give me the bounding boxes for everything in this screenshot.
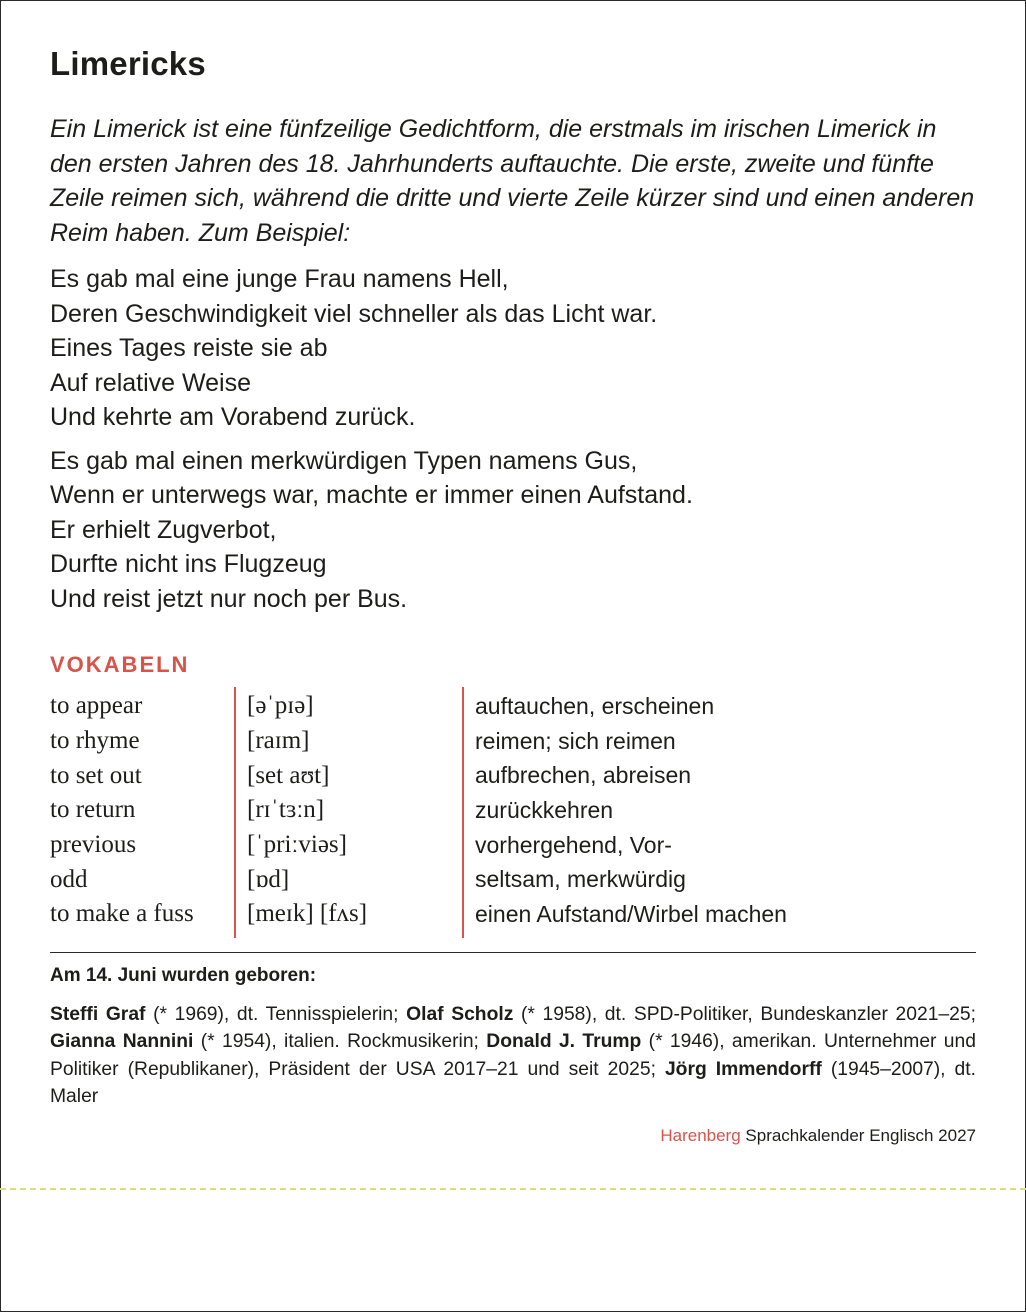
birthday-desc: (* 1954), italien. Rockmusikerin;	[193, 1031, 487, 1053]
publisher-title: Sprachkalender Englisch 2027	[740, 1126, 976, 1145]
vocab-row	[50, 689, 976, 724]
birthday-name: Donald J. Trump	[486, 1031, 642, 1053]
vocab-german: einen Aufstand/Wirbel machen	[475, 900, 787, 927]
vocab-pronunciation: [əˈpɪə]	[247, 692, 314, 720]
vocab-row	[50, 862, 976, 897]
vocab-german: zurückkehren	[475, 796, 614, 823]
birthday-name: Olaf Scholz	[406, 1003, 514, 1025]
page-title: Limericks	[50, 45, 206, 82]
vocab-divider	[462, 687, 464, 938]
intro-paragraph: Ein Limerick ist eine fünfzeilige Gedichtform, die erstmals im irischen Limerick in den ersten Jahren des 18. Jahrhunderts auftauchte. Die erste, zweite und fünfte Zeile reimen sich, während die dritte und vierte Zeile kürzer sind und einen anderen Reim haben. Zum Beispiel:	[50, 115, 975, 247]
vocab-row	[50, 758, 976, 793]
vocab-german: vorhergehend, Vor-	[475, 831, 672, 858]
vocab-row	[50, 828, 976, 863]
poem-line: Es gab mal einen merkwürdigen Typen namens Gus,	[50, 446, 638, 475]
vocab-english: to appear	[50, 692, 143, 720]
birthday-desc: (* 1969), dt. Tennisspielerin;	[145, 1003, 407, 1025]
vocab-pronunciation: [meɪk] [fʌs]	[247, 900, 368, 928]
vocab-german: seltsam, merkwürdig	[475, 866, 686, 893]
vocab-english: to rhyme	[50, 727, 140, 755]
poem-line: Eines Tages reiste sie ab	[50, 334, 328, 362]
cut-line	[0, 1188, 1026, 1190]
publisher-footer	[660, 1126, 976, 1146]
poem-line: Er erhielt Zugverbot,	[50, 515, 277, 544]
vocab-pronunciation: [ɒd]	[247, 865, 290, 893]
vocab-row	[50, 897, 976, 932]
vocab-pronunciation: [set aʊt]	[247, 761, 330, 789]
vocab-english: odd	[50, 865, 88, 893]
vocab-pronunciation: [rɪˈtɜːn]	[247, 796, 325, 824]
birthday-desc: (* 1958), dt. SPD-Politiker, Bundeskanzler 2021–25;	[513, 1003, 976, 1025]
birthday-desc: (1945–2007), dt. Maler	[50, 1058, 976, 1108]
vocab-pronunciation: [ˈpriːviəs]	[247, 831, 347, 859]
poem-line: Und reist jetzt nur noch per Bus.	[50, 584, 408, 613]
vocab-pronunciation: [raɪm]	[247, 727, 310, 755]
poem-line: Und kehrte am Vorabend zurück.	[50, 403, 416, 431]
birthday-name: Jörg Immendorff	[664, 1058, 822, 1080]
vocab-english: to return	[50, 796, 136, 824]
vocab-table	[50, 689, 976, 932]
vocab-heading: VOKABELN	[50, 652, 190, 677]
vocab-english: to make a fuss	[50, 900, 194, 928]
poem-2	[50, 444, 976, 617]
vocab-english: previous	[50, 831, 137, 859]
birthdays-text	[50, 1001, 976, 1111]
vocab-german: auftauchen, erscheinen	[475, 692, 715, 719]
vocab-row	[50, 793, 976, 828]
poem-1	[50, 262, 976, 435]
section-divider	[50, 952, 976, 953]
poem-line: Deren Geschwindigkeit viel schneller als das Licht war.	[50, 299, 658, 328]
birthday-desc: (* 1946), amerikan. Unternehmer und Politiker (Republikaner), Präsident der USA 2017–21 und seit 2025;	[50, 1031, 976, 1080]
publisher-brand: Harenberg	[660, 1126, 741, 1145]
vocab-german: aufbrechen, abreisen	[475, 762, 692, 789]
vocab-english: to set out	[50, 761, 142, 789]
vocab-german: reimen; sich reimen	[475, 727, 676, 754]
poem-line: Auf relative Weise	[50, 368, 252, 397]
calendar-page	[50, 44, 976, 1111]
vocab-divider	[234, 687, 236, 938]
vocab-row	[50, 724, 976, 759]
poem-line: Es gab mal eine junge Frau namens Hell,	[50, 265, 509, 293]
birthdays-heading: Am 14. Juni wurden geboren:	[50, 964, 317, 986]
poem-line: Durfte nicht ins Flugzeug	[50, 550, 327, 578]
birthday-name: Steffi Graf	[50, 1003, 146, 1025]
poem-line: Wenn er unterwegs war, machte er immer einen Aufstand.	[50, 481, 693, 509]
birthday-name: Gianna Nannini	[50, 1031, 194, 1053]
